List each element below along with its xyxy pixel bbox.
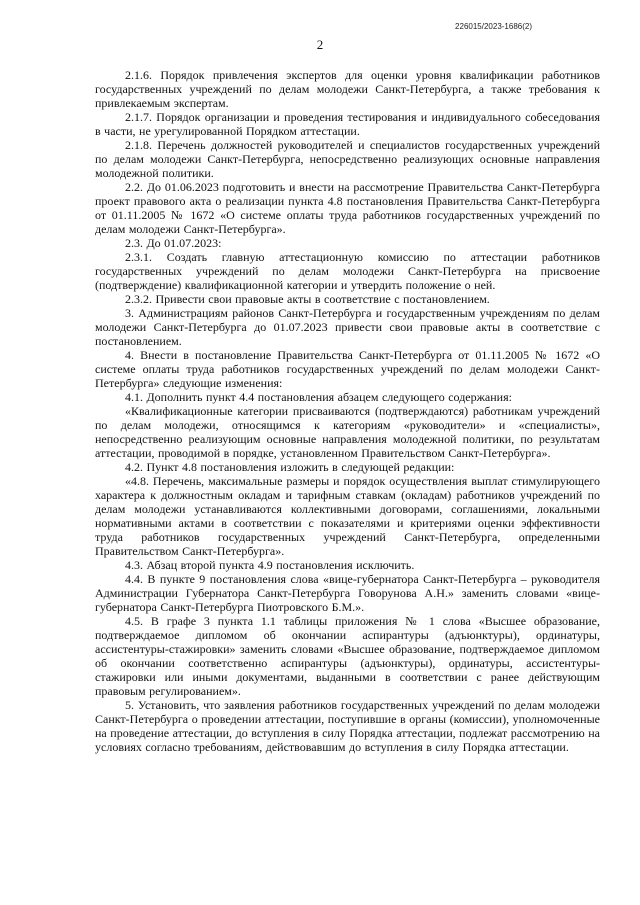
paragraph-4-1: 4.1. Дополнить пункт 4.4 постановления абзацем следующего содержания: (125, 390, 512, 404)
paragraph-5: 5. Установить, что заявления работников государственных учреждений по делам молодежи Санкт-Петербурга о проведении аттестации, поступившие в органы (комиссии), уполномоченные на проведение аттестации, до вступления в силу Порядка аттестации, подлежат рассмотрению на условиях согласно требованиям, действовавшим до вступления в силу Порядка аттестации. (95, 698, 600, 754)
paragraph-2-3: 2.3. До 01.07.2023: (125, 236, 222, 250)
paragraph-2-1-6: 2.1.6. Порядок привлечения экспертов для оценки уровня квалификации работников государственных учреждений по делам молодежи Санкт-Петербурга, а также требования к привлекаемым экспертам. (95, 68, 600, 110)
paragraph-4: 4. Внести в постановление Правительства Санкт-Петербурга от 01.11.2005 № 1672 «О системе оплаты труда работников государственных учреждений по делам молодежи Санкт-Петербурга» следующие изменения: (95, 348, 600, 390)
paragraph-3: 3. Администрациям районов Санкт-Петербурга и государственным учреждениям по делам молодежи Санкт-Петербурга до 01.07.2023 привести свои правовые акты в соответствие с постановлением. (95, 306, 600, 348)
paragraph-4-1-quote: «Квалификационные категории присваиваются (подтверждаются) работникам учреждений по делам молодежи, относящимся к категориям «руководители» и «специалисты», непосредственно реализующим основные направления молодежной политики, по результатам аттестации, проводимой в порядке, установленном Правительством Санкт-Петербурга». (95, 404, 600, 460)
paragraph-2-1-8: 2.1.8. Перечень должностей руководителей и специалистов государственных учреждений по делам молодежи Санкт-Петербурга, непосредственно реализующих основные направления молодежной политики. (95, 138, 600, 180)
paragraph-4-5: 4.5. В графе 3 пункта 1.1 таблицы приложения № 1 слова «Высшее образование, подтверждаемое дипломом об окончании аспирантуры (адъюнктуры), ординатуры, ассистентуры-стажировки» заменить словами «Высшее образование, подтверждаемое дипломом об окончании соответственно аспирантуры (адъюнктуры), ординатуры, ассистентуры-стажировки или иными документами, выданными в соответствии с ранее действующим правовым регулированием». (95, 614, 600, 698)
document-registration-number: 226015/2023-1686(2) (455, 22, 532, 31)
document-body (95, 68, 600, 754)
paragraph-2-2: 2.2. До 01.06.2023 подготовить и внести на рассмотрение Правительства Санкт-Петербурга проект правового акта о реализации пункта 4.8 постановления Правительства Санкт-Петербурга от 01.11.2005 № 1672 «О системе оплаты труда работников государственных учреждений по делам молодежи Санкт-Петербурга». (95, 180, 600, 236)
paragraph-2-1-7: 2.1.7. Порядок организации и проведения тестирования и индивидуального собеседования в части, не урегулированной Порядком аттестации. (95, 110, 600, 138)
paragraph-2-3-2: 2.3.2. Привести свои правовые акты в соответствие с постановлением. (125, 292, 490, 306)
paragraph-2-3-1: 2.3.1. Создать главную аттестационную комиссию по аттестации работников государственных учреждений по делам молодежи Санкт-Петербурга на присвоение (подтверждение) квалификационной категории и утвердить положение о ней. (95, 250, 600, 292)
page-number: 2 (316, 37, 324, 52)
paragraph-4-2-quote: «4.8. Перечень, максимальные размеры и порядок осуществления выплат стимулирующего характера к должностным окладам и тарифным ставкам (окладам) работников учреждений по делам молодежи устанавливаются коллективными договорами, соглашениями, локальными нормативными актами в соответствии с показателями и критериями оценки эффективности труда работников государственных учреждений Санкт-Петербурга, определенными Правительством Санкт-Петербурга». (95, 474, 600, 558)
paragraph-4-4: 4.4. В пункте 9 постановления слова «вице-губернатора Санкт-Петербурга – руководителя Администрации Губернатора Санкт-Петербурга Говорунова А.Н.» заменить словами «вице-губернатора Санкт-Петербурга Пиотровского Б.М.». (95, 572, 600, 614)
paragraph-4-2: 4.2. Пункт 4.8 постановления изложить в следующей редакции: (125, 460, 455, 474)
paragraph-4-3: 4.3. Абзац второй пункта 4.9 постановления исключить. (125, 558, 415, 572)
